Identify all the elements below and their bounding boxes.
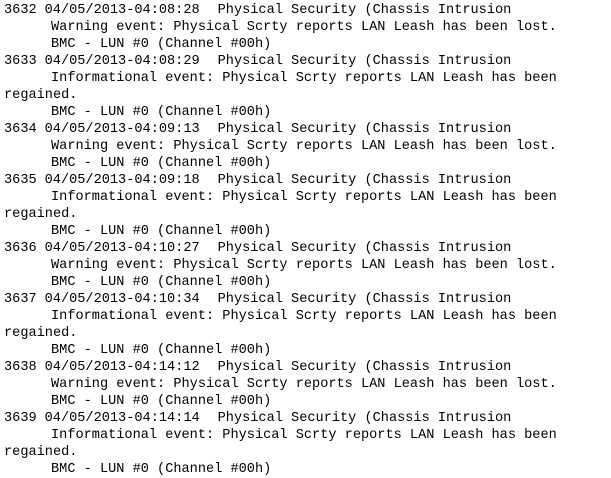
log-entry xyxy=(4,53,608,121)
event-category: Physical Security (Chassis Intrusion xyxy=(217,173,512,188)
event-message-continuation: regained. xyxy=(4,207,78,222)
log-entry xyxy=(4,2,608,53)
event-message: Informational event: Physical Scrty reports LAN Leash has been xyxy=(51,71,557,86)
event-message-continuation: regained. xyxy=(4,445,78,460)
event-timestamp: 04/05/2013-04:08:29 xyxy=(44,54,200,69)
event-message: Warning event: Physical Scrty reports LAN Leash has been lost. xyxy=(51,258,557,273)
log-entry xyxy=(4,359,608,410)
event-timestamp: 04/05/2013-04:08:28 xyxy=(44,3,200,18)
event-timestamp: 04/05/2013-04:10:34 xyxy=(44,292,200,307)
event-id: 3636 xyxy=(4,241,37,256)
log-entry-header xyxy=(4,291,608,308)
event-message: Warning event: Physical Scrty reports LAN Leash has been lost. xyxy=(51,139,557,154)
event-timestamp: 04/05/2013-04:14:12 xyxy=(44,360,200,375)
event-source: BMC - LUN #0 (Channel #00h) xyxy=(51,275,272,290)
event-id: 3632 xyxy=(4,3,37,18)
event-source: BMC - LUN #0 (Channel #00h) xyxy=(51,105,272,120)
log-entry xyxy=(4,172,608,240)
event-timestamp: 04/05/2013-04:09:18 xyxy=(44,173,200,188)
event-id: 3638 xyxy=(4,360,37,375)
event-source: BMC - LUN #0 (Channel #00h) xyxy=(51,37,272,52)
event-id: 3635 xyxy=(4,173,37,188)
log-entry-header xyxy=(4,240,608,257)
event-message-continuation: regained. xyxy=(4,88,78,103)
log-entry xyxy=(4,291,608,359)
event-category: Physical Security (Chassis Intrusion xyxy=(217,3,512,18)
event-timestamp: 04/05/2013-04:14:14 xyxy=(44,411,200,426)
event-source: BMC - LUN #0 (Channel #00h) xyxy=(51,343,272,358)
log-entry-header xyxy=(4,53,608,70)
event-id: 3637 xyxy=(4,292,37,307)
event-category: Physical Security (Chassis Intrusion xyxy=(217,411,512,426)
log-entry xyxy=(4,121,608,172)
log-entry-header xyxy=(4,359,608,376)
event-category: Physical Security (Chassis Intrusion xyxy=(217,54,512,69)
event-category: Physical Security (Chassis Intrusion xyxy=(217,360,512,375)
log-entry-header xyxy=(4,410,608,427)
event-timestamp: 04/05/2013-04:09:13 xyxy=(44,122,200,137)
event-category: Physical Security (Chassis Intrusion xyxy=(217,292,512,307)
event-log xyxy=(4,2,608,478)
event-category: Physical Security (Chassis Intrusion xyxy=(217,122,512,137)
event-message: Informational event: Physical Scrty reports LAN Leash has been xyxy=(51,190,557,205)
event-message-continuation: regained. xyxy=(4,326,78,341)
event-message: Informational event: Physical Scrty reports LAN Leash has been xyxy=(51,428,557,443)
event-source: BMC - LUN #0 (Channel #00h) xyxy=(51,394,272,409)
event-source: BMC - LUN #0 (Channel #00h) xyxy=(51,462,272,477)
event-timestamp: 04/05/2013-04:10:27 xyxy=(44,241,200,256)
event-id: 3634 xyxy=(4,122,37,137)
event-message: Warning event: Physical Scrty reports LAN Leash has been lost. xyxy=(51,20,557,35)
log-entry-header xyxy=(4,2,608,19)
event-message: Informational event: Physical Scrty reports LAN Leash has been xyxy=(51,309,557,324)
event-id: 3639 xyxy=(4,411,37,426)
log-entry xyxy=(4,240,608,291)
event-id: 3633 xyxy=(4,54,37,69)
log-entry xyxy=(4,410,608,478)
event-category: Physical Security (Chassis Intrusion xyxy=(217,241,512,256)
event-source: BMC - LUN #0 (Channel #00h) xyxy=(51,156,272,171)
event-source: BMC - LUN #0 (Channel #00h) xyxy=(51,224,272,239)
event-message: Warning event: Physical Scrty reports LAN Leash has been lost. xyxy=(51,377,557,392)
log-entry-header xyxy=(4,172,608,189)
log-entry-header xyxy=(4,121,608,138)
